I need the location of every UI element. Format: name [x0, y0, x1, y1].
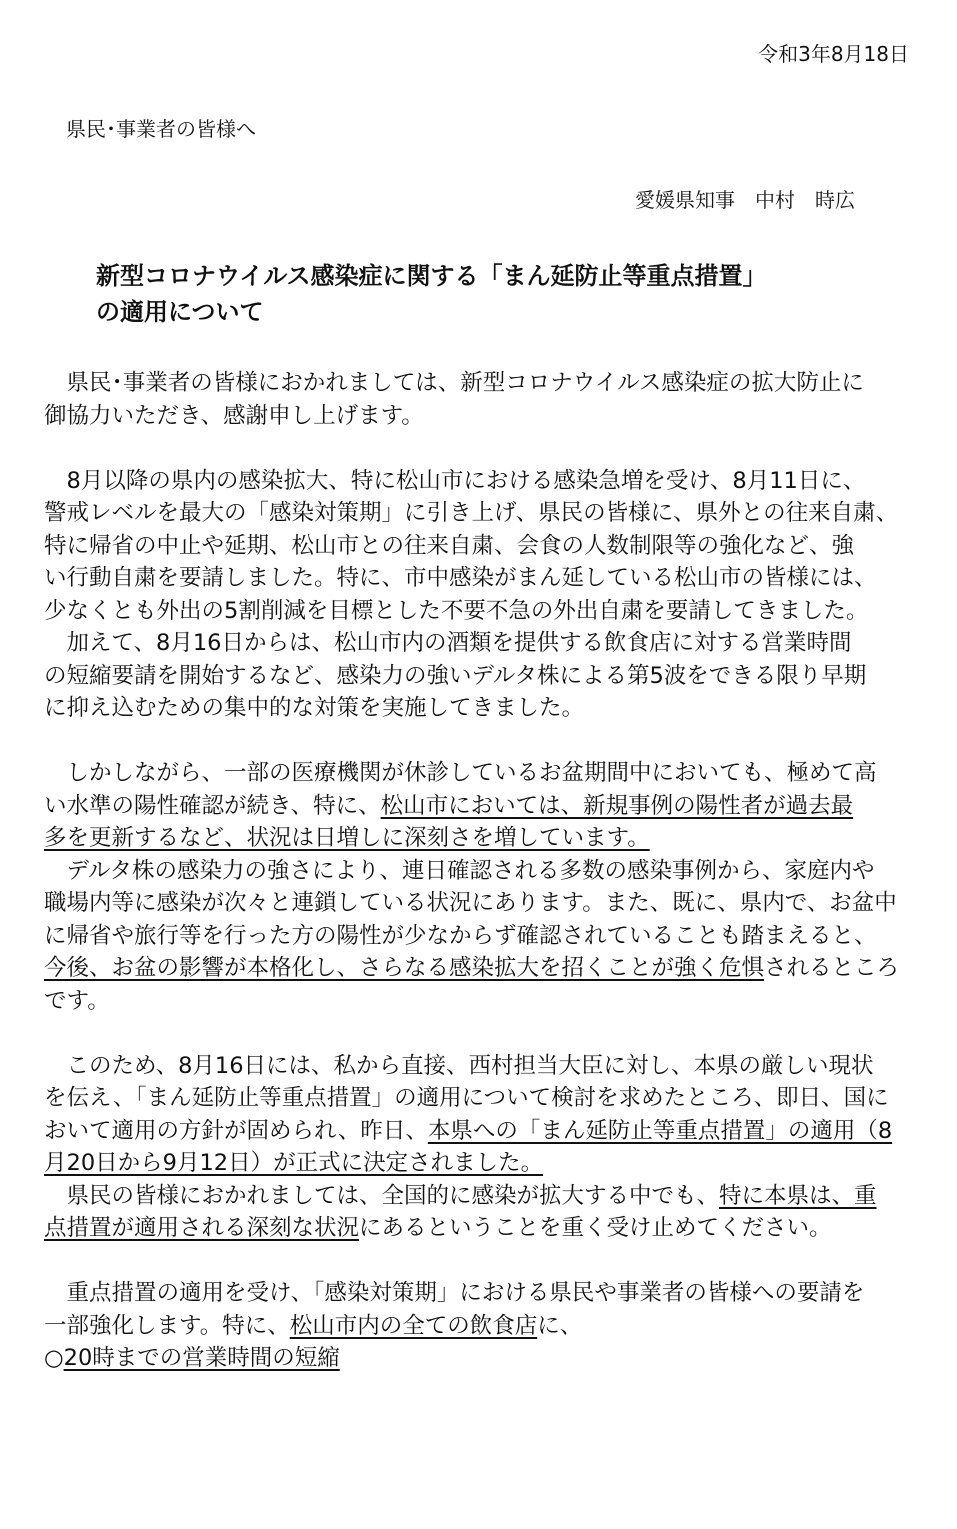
body-text: 県民の皆様におかれましては、全国的に感染が拡大する中でも、 [44, 1182, 720, 1209]
body-line: 御協力いただき、感謝申し上げます。 [44, 402, 424, 429]
document-date: 令和3年8月18日 [758, 42, 909, 66]
body-line: い行動自粛を要請しました。特に、市中感染がまん延している松山市の皆様には、 [44, 565, 877, 591]
body-text: おいて適用の方針が固められ、昨日、 [44, 1117, 428, 1144]
body-line: 県民･事業者の皆様におかれましては、新型コロナウイルス感染症の拡大防止に [44, 370, 864, 396]
underlined-text: 松山市においては、新規事例の陽性者が過去最 [380, 792, 854, 819]
document-body [44, 367, 914, 1375]
body-line: 特に帰省の中止や延期、松山市との往来自粛、会食の人数制限等の強化など、強 [44, 532, 855, 559]
underlined-text: 本県への「まん延防止等重点措置」の適用（8 [427, 1117, 893, 1144]
body-line: 少なくとも外出の5割削減を目標とした不要不急の外出自粛を要請してきました。 [44, 597, 869, 624]
circle-bullet: ○ [44, 1345, 64, 1371]
body-line [44, 1115, 914, 1148]
addressee: 県民･事業者の皆様へ [66, 117, 256, 141]
body-line: を伝え、「まん延防止等重点措置」の適用について検討を求めたところ、即日、国に [44, 1085, 889, 1111]
body-line: デルタ株の感染力の強さにより、連日確認される多数の感染事例から、家庭内や [44, 857, 875, 884]
underlined-text: 特に本県は、重 [719, 1182, 877, 1209]
body-text: に、 [537, 1312, 583, 1339]
title-line: 新型コロナウイルス感染症に関する「まん延防止等重点措置」 [96, 262, 767, 290]
body-line [44, 1212, 914, 1245]
body-line: 加えて、8月16日からは、松山市内の酒類を提供する飲食店に対する営業時間 [44, 630, 852, 656]
underlined-text: 点措置が適用される深刻な状況 [44, 1215, 360, 1241]
body-line [44, 1147, 914, 1180]
body-text: い水準の陽性確認が続き、特に、 [44, 792, 381, 819]
body-line [44, 822, 914, 855]
body-line: に抑え込むための集中的な対策を実施してきました。 [44, 695, 585, 721]
paragraph-gap [44, 1245, 914, 1278]
underlined-text: 今後、お盆の影響が本格化し、さらなる感染拡大を招くことが強く危惧 [44, 955, 765, 981]
paragraph-gap [44, 432, 914, 465]
paragraph-gap [44, 725, 914, 758]
body-line [44, 790, 914, 823]
body-line [44, 1180, 914, 1213]
body-line: に帰省や旅行等を行った方の陽性が少なからず確認されていることも踏まえると、 [44, 922, 877, 949]
body-line [44, 952, 914, 985]
underlined-text: 松山市内の全ての飲食店 [289, 1312, 538, 1339]
document-title [96, 258, 876, 330]
body-line: 8月以降の県内の感染拡大、特に松山市における感染急増を受け、8月11日に、 [44, 467, 866, 494]
paragraph-gap [44, 1017, 914, 1050]
body-line: です。 [44, 987, 110, 1014]
body-line: しかしながら、一部の医療機関が休診しているお盆期間中においても、極めて高 [44, 760, 877, 786]
body-line: の短縮要請を開始するなど、感染力の強いデルタ株による第5波をできる限り早期 [44, 662, 867, 689]
body-line: 警戒レベルを最大の「感染対策期」に引き上げ、県民の皆様に、県外との往来自粛、 [44, 500, 899, 526]
underlined-text: 月20日から9月12日）が正式に決定されました。 [44, 1150, 544, 1176]
sender-signature: 愛媛県知事 中村 時広 [635, 188, 855, 212]
body-text: されるところ [764, 955, 900, 981]
body-line: 重点措置の適用を受け、「感染対策期」における県民や事業者の皆様への要請を [44, 1280, 865, 1306]
body-line [44, 1310, 914, 1343]
body-line [44, 1342, 914, 1375]
underlined-text: 多を更新するなど、状況は日増しに深刻さを増しています。 [44, 825, 650, 851]
body-line: このため、8月16日には、私から直接、西村担当大臣に対し、本県の厳しい現状 [44, 1052, 874, 1079]
underlined-text: 20時までの営業時間の短縮 [63, 1345, 340, 1371]
title-line: の適用について [96, 298, 264, 326]
body-text: にあるということを重く受け止めてください。 [359, 1215, 832, 1241]
body-line: 職場内等に感染が次々と連鎖している状況にあります。また、既に、県内で、お盆中 [44, 890, 897, 916]
body-text: 一部強化します。特に、 [44, 1312, 290, 1339]
